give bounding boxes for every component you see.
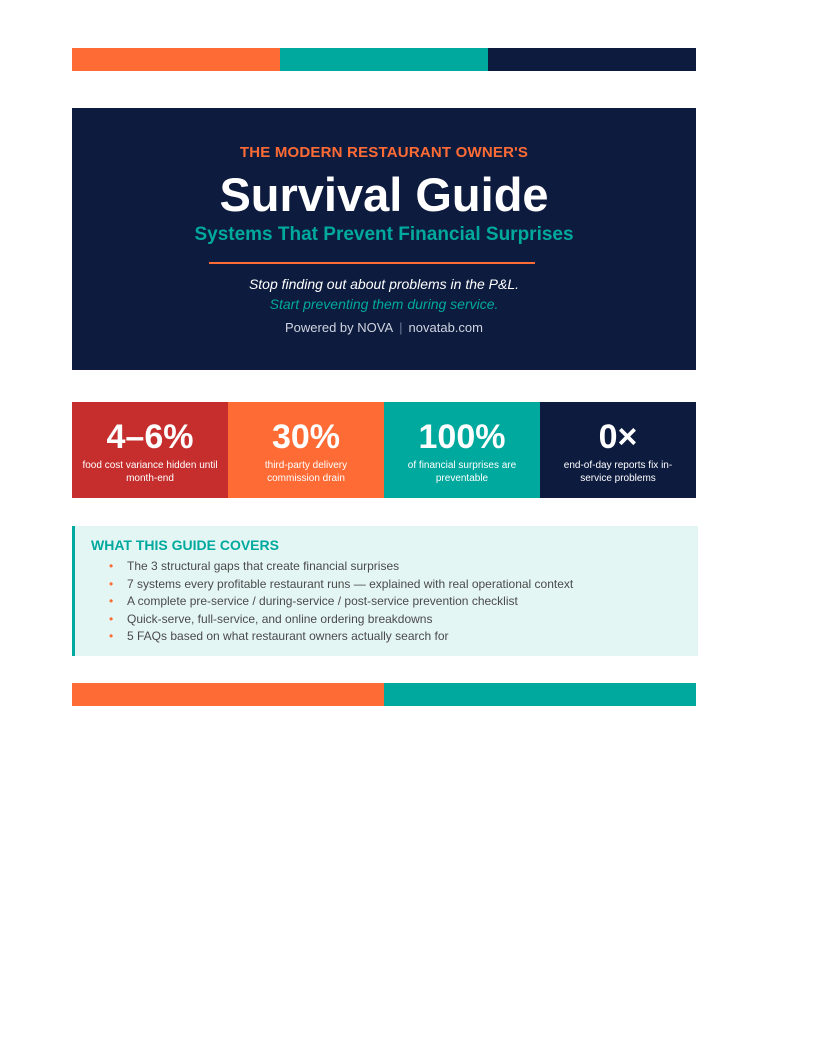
list-item-text: The 3 structural gaps that create financial surprises	[127, 559, 400, 573]
hero-title: Survival Guide	[219, 168, 549, 221]
list-item-text: A complete pre-service / during-service / post-service prevention checklist	[127, 594, 518, 608]
list-item	[109, 576, 573, 594]
hero-tagline-2: Start preventing them during service.	[269, 296, 499, 312]
list-item	[109, 611, 573, 629]
bullet-icon: •	[109, 559, 114, 573]
list-item	[109, 593, 573, 611]
top-bar-navy-segment	[488, 48, 696, 71]
bullet-icon: •	[109, 611, 114, 626]
list-item-text: 5 FAQs based on what restaurant owners actually search for	[127, 629, 449, 643]
hero-tagline-1: Stop finding out about problems in the P&L.	[248, 276, 520, 292]
website-link[interactable]: novatab.com	[408, 320, 483, 335]
powered-by-separator: |	[399, 320, 403, 335]
stat-label: food cost variance hidden until month-end	[82, 460, 218, 484]
stat-value: 4–6%	[106, 418, 194, 456]
top-bar-teal-segment	[280, 48, 488, 71]
stat-value: 100%	[418, 418, 506, 456]
list-item	[109, 558, 573, 576]
stat-card-end-of-day-reports	[540, 402, 696, 498]
stat-card-preventable	[384, 402, 540, 498]
covers-list	[109, 558, 573, 646]
bottom-bar-orange-segment	[72, 683, 384, 706]
guide-covers-box	[72, 526, 698, 656]
stat-card-delivery-commission	[228, 402, 384, 498]
hero-banner	[72, 108, 696, 370]
stats-row	[72, 402, 696, 498]
stat-value: 30%	[271, 418, 341, 456]
bullet-icon: •	[109, 594, 114, 608]
bottom-color-bar	[72, 683, 696, 706]
top-color-bar	[72, 48, 696, 71]
hero-divider	[209, 262, 535, 264]
powered-by-text: Powered by NOVA	[285, 320, 394, 335]
stat-value: 0×	[598, 418, 638, 456]
top-bar-orange-segment	[72, 48, 280, 71]
stat-card-food-cost	[72, 402, 228, 498]
stat-label: end-of-day reports fix in-service problems	[563, 460, 673, 484]
stat-label: third-party delivery commission drain	[264, 460, 348, 484]
hero-powered-by-line	[72, 320, 696, 335]
bullet-icon: •	[109, 629, 114, 643]
bottom-bar-teal-segment	[384, 683, 696, 706]
hero-eyebrow: THE MODERN RESTAURANT OWNER'S	[239, 144, 529, 161]
stat-label: of financial surprises are preventable	[407, 460, 517, 484]
covers-heading: WHAT THIS GUIDE COVERS	[91, 537, 279, 553]
list-item	[109, 628, 573, 646]
hero-subtitle: Systems That Prevent Financial Surprises	[194, 224, 574, 245]
list-item-text: 7 systems every profitable restaurant runs — explained with real operational context	[127, 576, 574, 591]
list-item-text: Quick-serve, full-service, and online ordering breakdowns	[127, 611, 433, 626]
bullet-icon: •	[109, 576, 114, 591]
